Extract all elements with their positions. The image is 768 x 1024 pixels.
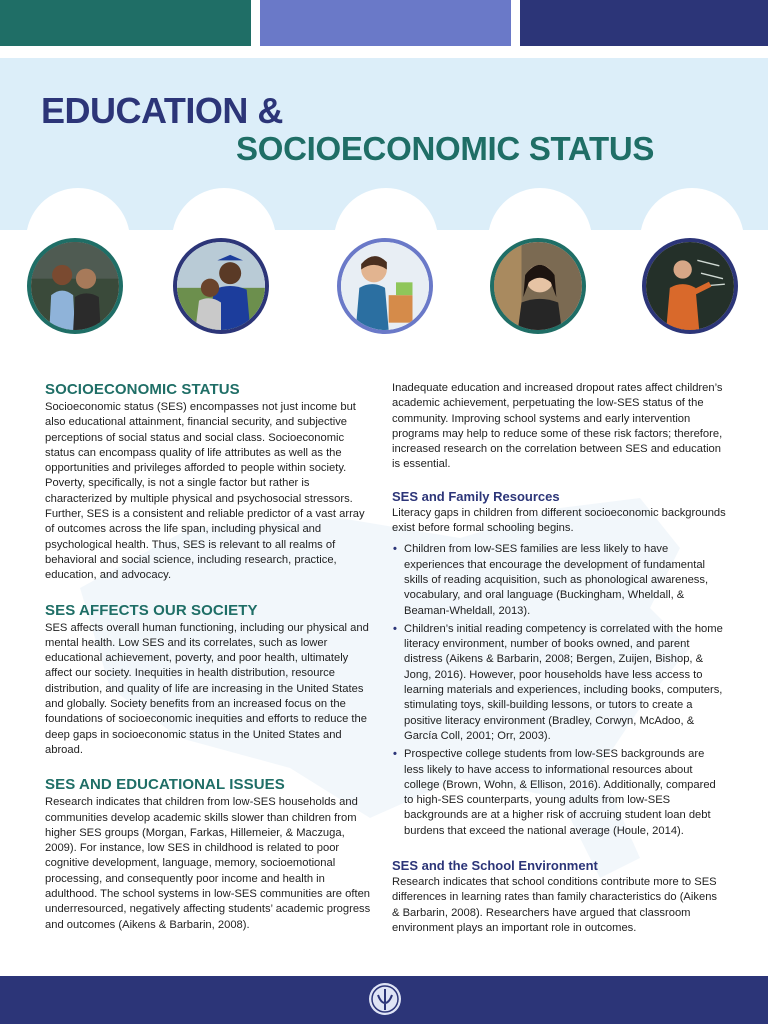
subheading-family-resources: SES and Family Resources [392, 488, 560, 504]
bullet-item: • Children from low-SES families are less likely to have experiences that encourage the development of fundamental skills of reading acquisition, such as phonological awareness, vocabulary, and oral language (Buckingham, Wheldall, & Beaman-Wheldall, 2013). [404, 542, 727, 618]
family-intro-paragraph: Literacy gaps in children from different socioeconomic backgrounds exist before formal schooling begins. [392, 506, 726, 535]
right-column [392, 381, 727, 936]
subheading-school-environment: SES and the School Environment [392, 858, 598, 874]
photo-student-books [490, 238, 586, 334]
photo-graduate [173, 238, 269, 334]
section-body-educational-issues: Research indicates that children from low-SES households and communities develop academic skills slower than children from higher SES groups (Morgan, Farkas, Hillemeier, & Maczuga, 2009). For instance, low SES in childhood is related to poor cognitive development, language, memory, socioemotional processing, and consequently poor income and health in adulthood. The school systems in low-SES communities are often underresourced, negatively affecting students’ academic progress and outcomes (Aikens & Barbarin, 2008). [45, 796, 371, 931]
bullet-item: • Children’s initial reading competency is correlated with the home literacy environment, number of books owned, and parent distress (Aikens & Barbarin, 2008; Bergen, Zuijen, Bishop, & Jong, 2016). However, poor households have less access to learning materials and experiences, including books, computers, stimulating toys, skill-building lessons, or tutors to create a positive literacy environment (Bradley, Corwyn, McAdoo, & García Coll, 2001; Orr, 2003). [404, 622, 727, 744]
photo-teacher-chalkboard [642, 238, 738, 334]
photo-child-blocks [337, 238, 433, 334]
section-body-ses: Socioeconomic status (SES) encompasses not just income but also educational attainment, financial security, and subjective perceptions of social status and social class. Socioeconomic status can encompass quality of life attributes as well as the opportunities and privileges afforded to people within society. Poverty, specifically, is not a single factor but rather is characterized by multiple physical and psychosocial stressors. Further, SES is a consistent and reliable predictor of a vast array of outcomes across the life span, including physical and psychological health. Thus, SES is relevant to all realms of behavioral and social science, including research, practice, education, and advocacy. [45, 401, 365, 582]
page-title-line-1: EDUCATION & [41, 90, 283, 131]
left-column [45, 380, 375, 933]
top-bar-lavender [260, 0, 511, 46]
section-body-society: SES affects overall human functioning, including our physical and mental health. Low SES and its correlates, such as lower educational achievement, poverty, and poor health, ultimately affect our society. Inequities in health distribution, resource distribution, and quality of life are increasing in the United States and globally. Society benefits from an increased focus on the foundations of socioeconomic inequities and efforts to reduce the deep gaps in socioeconomic status in the United States and abroad. [45, 621, 369, 756]
right-intro-paragraph: Inadequate education and increased dropout rates affect children’s academic achievement, perpetuating the low-SES status of the community. Improving school systems and early intervention programs may help to reduce some of these risk factors; therefore, increased research on the correlation between SES and education is essential. [392, 382, 723, 471]
apa-logo-icon [369, 983, 401, 1015]
school-paragraph: Research indicates that school conditions contribute more to SES differences in learning rates than family characteristics do (Aikens & Barbarin, 2008). Researchers have argued that classroom environment plays an important role in outcomes. [392, 876, 718, 934]
bullet-item: • Prospective college students from low-SES backgrounds are less likely to have access to informational resources about college (Brown, Wohn, & Ellison, 2016). Additionally, compared to high-SES counterparts, young adults from low-SES backgrounds are at a higher risk of accruing student loan debt burdens that exceed the national average (Houle, 2014). [404, 747, 727, 839]
section-heading-educational-issues: SES AND EDUCATIONAL ISSUES [45, 776, 285, 794]
family-bullet-list [392, 542, 727, 839]
top-bar-navy [520, 0, 768, 46]
page-title-line-2: SOCIOECONOMIC STATUS [236, 130, 655, 167]
photo-two-girls [27, 238, 123, 334]
top-bar-teal [0, 0, 251, 46]
section-heading-ses: SOCIOECONOMIC STATUS [45, 381, 240, 398]
section-heading-society: SES AFFECTS OUR SOCIETY [45, 601, 258, 619]
